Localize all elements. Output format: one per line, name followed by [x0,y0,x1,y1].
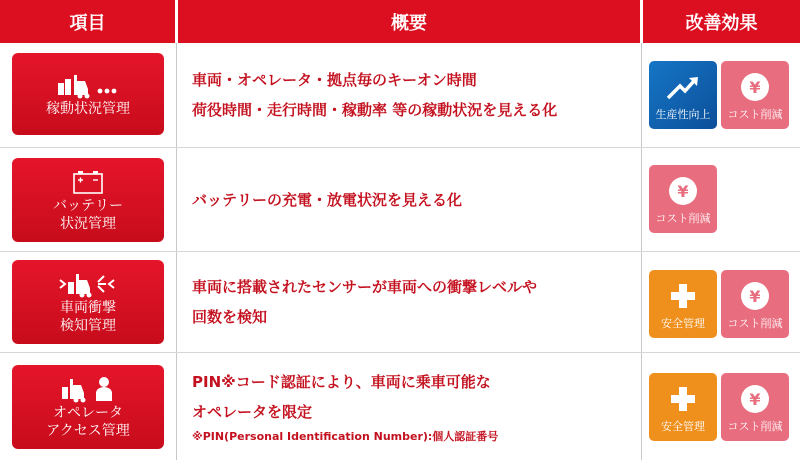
yen-icon: ¥ [669,177,697,205]
header-effect: 改善効果 [643,0,800,43]
badge-label: 生産性向上 [655,108,711,121]
badge-label: 安全管理 [661,420,705,433]
description-line: PIN※コード認証により、車両に乗車可能な [192,372,491,391]
description-line: 車両に搭載されたセンサーが車両への衝撃レベルや [192,278,538,296]
description-line: 車両・オペレータ・拠点毎のキーオン時間 [192,71,477,89]
item-label: オペレータ [53,405,123,421]
yen-icon: ¥ [741,73,769,101]
cross-icon [669,277,697,315]
safety-management-badge [649,373,717,441]
item-operation-status [12,53,164,135]
description-line: 回数を検知 [192,308,268,326]
forklift-impact-icon [56,269,120,299]
cost-reduction-badge [649,165,717,233]
item-label: バッテリー [53,198,123,214]
productivity-badge [649,61,717,129]
cost-reduction-badge [721,373,789,441]
table-row [0,148,800,251]
footnote: ※PIN(Personal Identification Number):個人認証番号 [192,429,499,443]
table-row [0,43,800,147]
safety-management-badge [649,270,717,338]
item-impact-detection [12,260,164,344]
badge-label: コスト削減 [727,317,783,330]
item-label: 検知管理 [60,318,116,334]
description-line: オペレータを限定 [192,402,313,421]
yen-icon: ¥ [741,385,769,413]
cost-reduction-badge [721,61,789,129]
item-label: 状況管理 [60,216,116,232]
item-operator-access [12,365,164,449]
item-battery-status [12,158,164,242]
badge-label: 安全管理 [661,317,705,330]
description-line: 荷役時間・走行時間・稼動率 等の稼動状況を見える化 [192,101,558,119]
header-summary: 概要 [178,0,640,43]
rising-arrow-icon [666,68,700,106]
item-label: アクセス管理 [46,423,130,439]
table-row [0,353,800,460]
yen-icon: ¥ [741,282,769,310]
badge-label: コスト削減 [727,108,783,121]
forklift-operator-icon [56,374,120,404]
cross-icon [669,380,697,418]
badge-label: コスト削減 [727,420,783,433]
table-row [0,252,800,352]
item-label: 稼動状況管理 [46,101,130,117]
forklift-with-dots-icon [56,70,120,100]
cost-reduction-badge [721,270,789,338]
item-label: 車両衝撃 [60,300,116,316]
description-line: バッテリーの充電・放電状況を見える化 [192,190,463,209]
header-item: 項目 [0,0,175,43]
battery-icon [71,167,105,197]
badge-label: コスト削減 [655,212,711,225]
